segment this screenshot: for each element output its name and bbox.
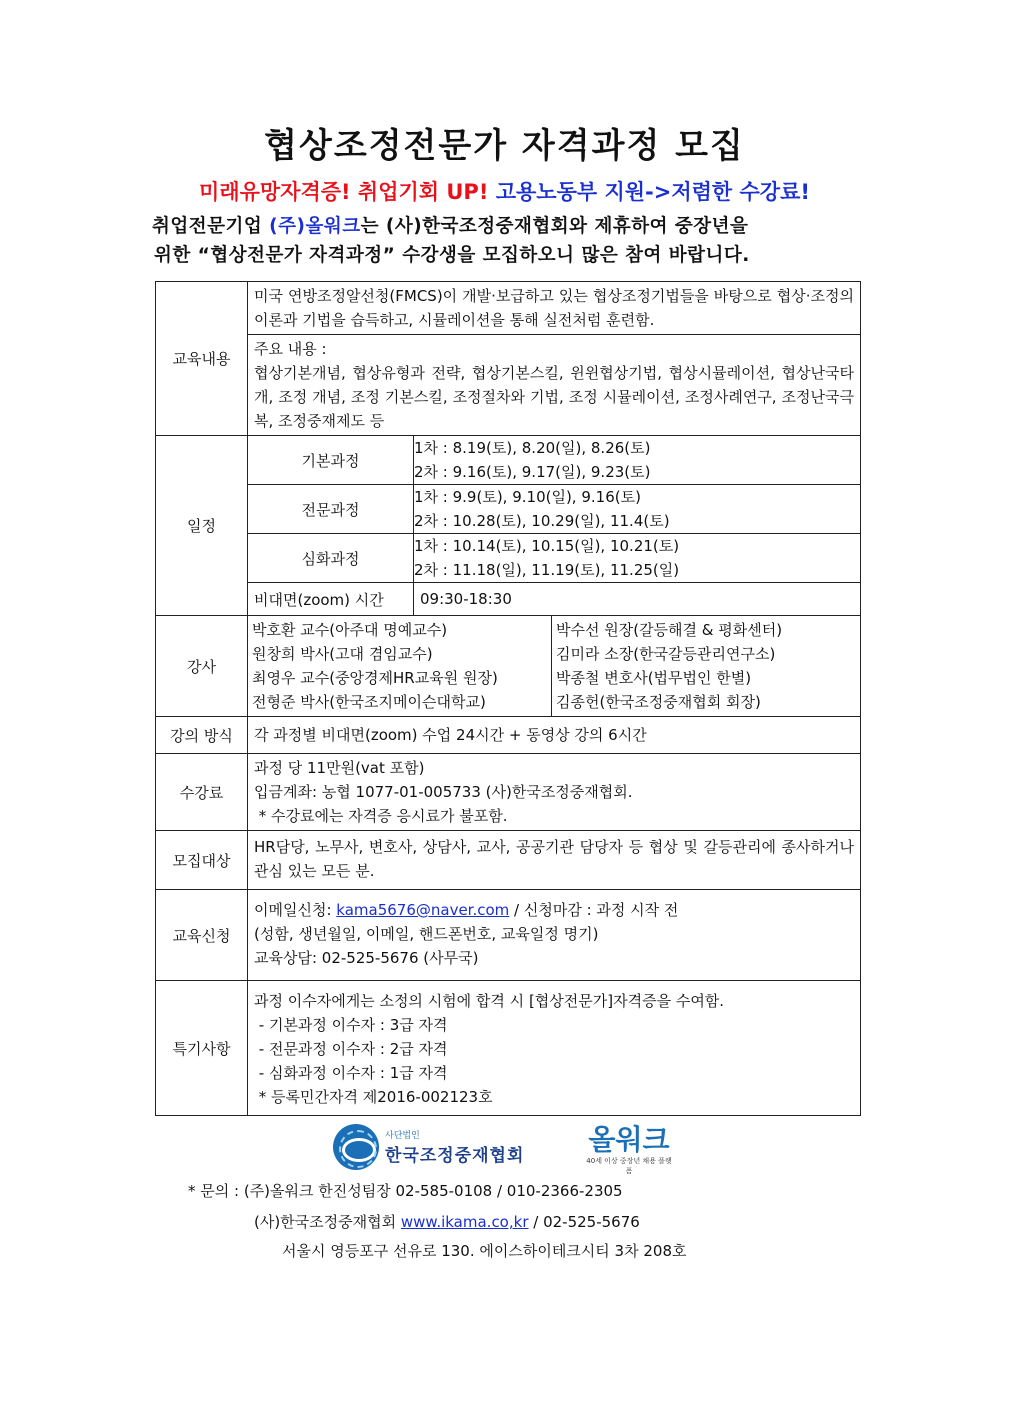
- instructor: 김미라 소장(한국갈등관리연구소): [556, 645, 776, 663]
- apply-email-suffix: / 신청마감 : 과정 시작 전: [509, 901, 679, 919]
- course-date: 1차 : 10.14(토), 10.15(일), 10.21(토): [414, 537, 680, 555]
- notes-line: - 전문과정 이수자 : 2급 자격: [254, 1040, 448, 1058]
- kama-logo-icon: [333, 1124, 379, 1170]
- time-value: 09:30-18:30: [414, 583, 861, 616]
- label-instructors: 강사: [156, 616, 248, 717]
- course-name: 기본과정: [248, 436, 414, 485]
- education-main-title: 주요 내용 :: [254, 340, 327, 358]
- instructor-list: [248, 616, 860, 716]
- kama-logo-name: 한국조정중재협회: [385, 1146, 525, 1166]
- instructor: 박수선 원장(갈등해결 & 평화센터): [556, 621, 783, 639]
- notes-line: - 심화과정 이수자 : 1급 자격: [254, 1064, 448, 1082]
- instructor: 원창희 박사(고대 겸임교수): [252, 645, 433, 663]
- kama-logo-small: 사단법인: [385, 1131, 420, 1141]
- label-fee: 수강료: [156, 754, 248, 831]
- allwork-logo-tag: 40세 이상 중장년 채용 플랫폼: [586, 1157, 672, 1175]
- course-date: 2차 : 10.28(토), 10.29(일), 11.4(토): [414, 512, 670, 530]
- apply-line3: 교육상담: 02-525-5676 (사무국): [254, 949, 479, 967]
- schedule-row-basic: [248, 436, 860, 485]
- apply-info: [248, 890, 860, 980]
- notes-line: 과정 이수자에게는 소정의 시험에 합격 시 [협상전문가]자격증을 수여함.: [254, 992, 725, 1010]
- intro-text: [152, 212, 872, 270]
- info-table: [155, 281, 861, 1116]
- course-name: 전문과정: [248, 485, 414, 534]
- label-apply: 교육신청: [156, 890, 248, 981]
- course-date: 2차 : 11.18(일), 11.19(토), 11.25(일): [414, 561, 680, 579]
- fee-line: 입금계좌: 농협 1077-01-005733 (사)한국조정중재협회.: [254, 783, 633, 801]
- allwork-logo: [585, 1124, 673, 1176]
- apply-line2: (성함, 생년월일, 이메일, 핸드폰번호, 교육일정 명기): [254, 925, 599, 943]
- label-schedule: 일정: [156, 436, 248, 616]
- instructor: 김종헌(한국조정중재협회 회장): [556, 693, 761, 711]
- course-date: 1차 : 8.19(토), 8.20(일), 8.26(토): [414, 439, 651, 457]
- instructor: 최영우 교수(중앙경제HR교육원 원장): [252, 669, 498, 687]
- label-notes: 특기사항: [156, 981, 248, 1116]
- schedule-row-time: [248, 583, 860, 616]
- contact-line1: * 문의 : (주)올워크 한진성팀장 02-585-0108 / 010-2366-2305: [188, 1182, 623, 1200]
- label-target: 모집대상: [156, 831, 248, 890]
- logos: [333, 1123, 673, 1175]
- course-name: 심화과정: [248, 534, 414, 583]
- course-date: 1차 : 9.9(토), 9.10(일), 9.16(토): [414, 488, 641, 506]
- education-main: [248, 335, 860, 435]
- education-description: 미국 연방조정알선청(FMCS)이 개발·보급하고 있는 협상조정기법들을 바탕으로 협상·조정의 이론과 기법을 습득하고, 시뮬레이션을 통해 실전처럼 훈련함.: [254, 287, 854, 329]
- intro-org: (주)올워크: [269, 216, 361, 237]
- subtitle-red: 미래유망자격증! 취업기회 UP!: [199, 180, 489, 204]
- kama-logo: [333, 1124, 524, 1170]
- intro-part1: 취업전문기업: [152, 216, 270, 237]
- instructor: 전형준 박사(한국조지메이슨대학교): [252, 693, 486, 711]
- education-main-content: 협상기본개념, 협상유형과 전략, 협상기본스킬, 윈윈협상기법, 협상시뮬레이션, 협상난국타개, 조정 개념, 조정 기본스킬, 조정절차와 기법, 조정 시뮬레이션, 조정사례연구, 조정난국극복, 조정중재제도 등: [254, 364, 854, 430]
- subtitle-blue: 고용노동부 지원->저렴한 수강료!: [495, 180, 810, 204]
- website-link[interactable]: www.ikama.co,kr: [400, 1213, 529, 1231]
- notes-line: * 등록민간자격 제2016-002123호: [254, 1088, 493, 1106]
- method-value: 각 과정별 비대면(zoom) 수업 24시간 + 동영상 강의 6시간: [254, 726, 647, 744]
- contact-line2-prefix: (사)한국조정중재협회: [254, 1213, 401, 1231]
- instructor: 박호환 교수(아주대 명예교수): [252, 621, 448, 639]
- contact-line2: [254, 1211, 640, 1232]
- intro-line2: 위한 “협상전문가 자격과정” 수강생을 모집하오니 많은 참여 바랍니다.: [154, 245, 750, 266]
- target-value: HR담당, 노무사, 변호사, 상담사, 교사, 공공기관 담당자 등 협상 및 갈등관리에 종사하거나 관심 있는 모든 분.: [254, 838, 854, 880]
- notes-line: - 기본과정 이수자 : 3급 자격: [254, 1016, 448, 1034]
- schedule-table: [248, 436, 860, 615]
- fee-line: 과정 당 11만원(vat 포함): [254, 759, 425, 777]
- time-label: 비대면(zoom) 시간: [248, 583, 414, 616]
- instructor: 박종철 변호사(법무법인 한별): [556, 669, 752, 687]
- label-education: 교육내용: [156, 282, 248, 436]
- contact-address: 서울시 영등포구 선유로 130. 에이스하이테크시티 3차 208호: [282, 1242, 687, 1260]
- apply-email-link[interactable]: kama5676@naver.com: [336, 901, 510, 919]
- page-title: 협상조정전문가 자격과정 모집: [264, 126, 745, 166]
- subtitle: [0, 176, 1009, 206]
- intro-part2: 는 (사)한국조정중재협회와 제휴하여 중장년을: [360, 216, 749, 237]
- contact-line2-suffix: / 02-525-5676: [528, 1213, 640, 1231]
- allwork-logo-name: 올워크: [588, 1123, 670, 1156]
- fee-info: [248, 754, 860, 830]
- fee-line: * 수강료에는 자격증 응시료가 불포함.: [254, 807, 508, 825]
- apply-email-prefix: 이메일신청:: [254, 901, 337, 919]
- schedule-row-advanced: [248, 534, 860, 583]
- apply-email-line: [254, 898, 854, 922]
- course-date: 2차 : 9.16(토), 9.17(일), 9.23(토): [414, 463, 651, 481]
- notes-info: [248, 981, 860, 1115]
- label-method: 강의 방식: [156, 717, 248, 754]
- schedule-row-expert: [248, 485, 860, 534]
